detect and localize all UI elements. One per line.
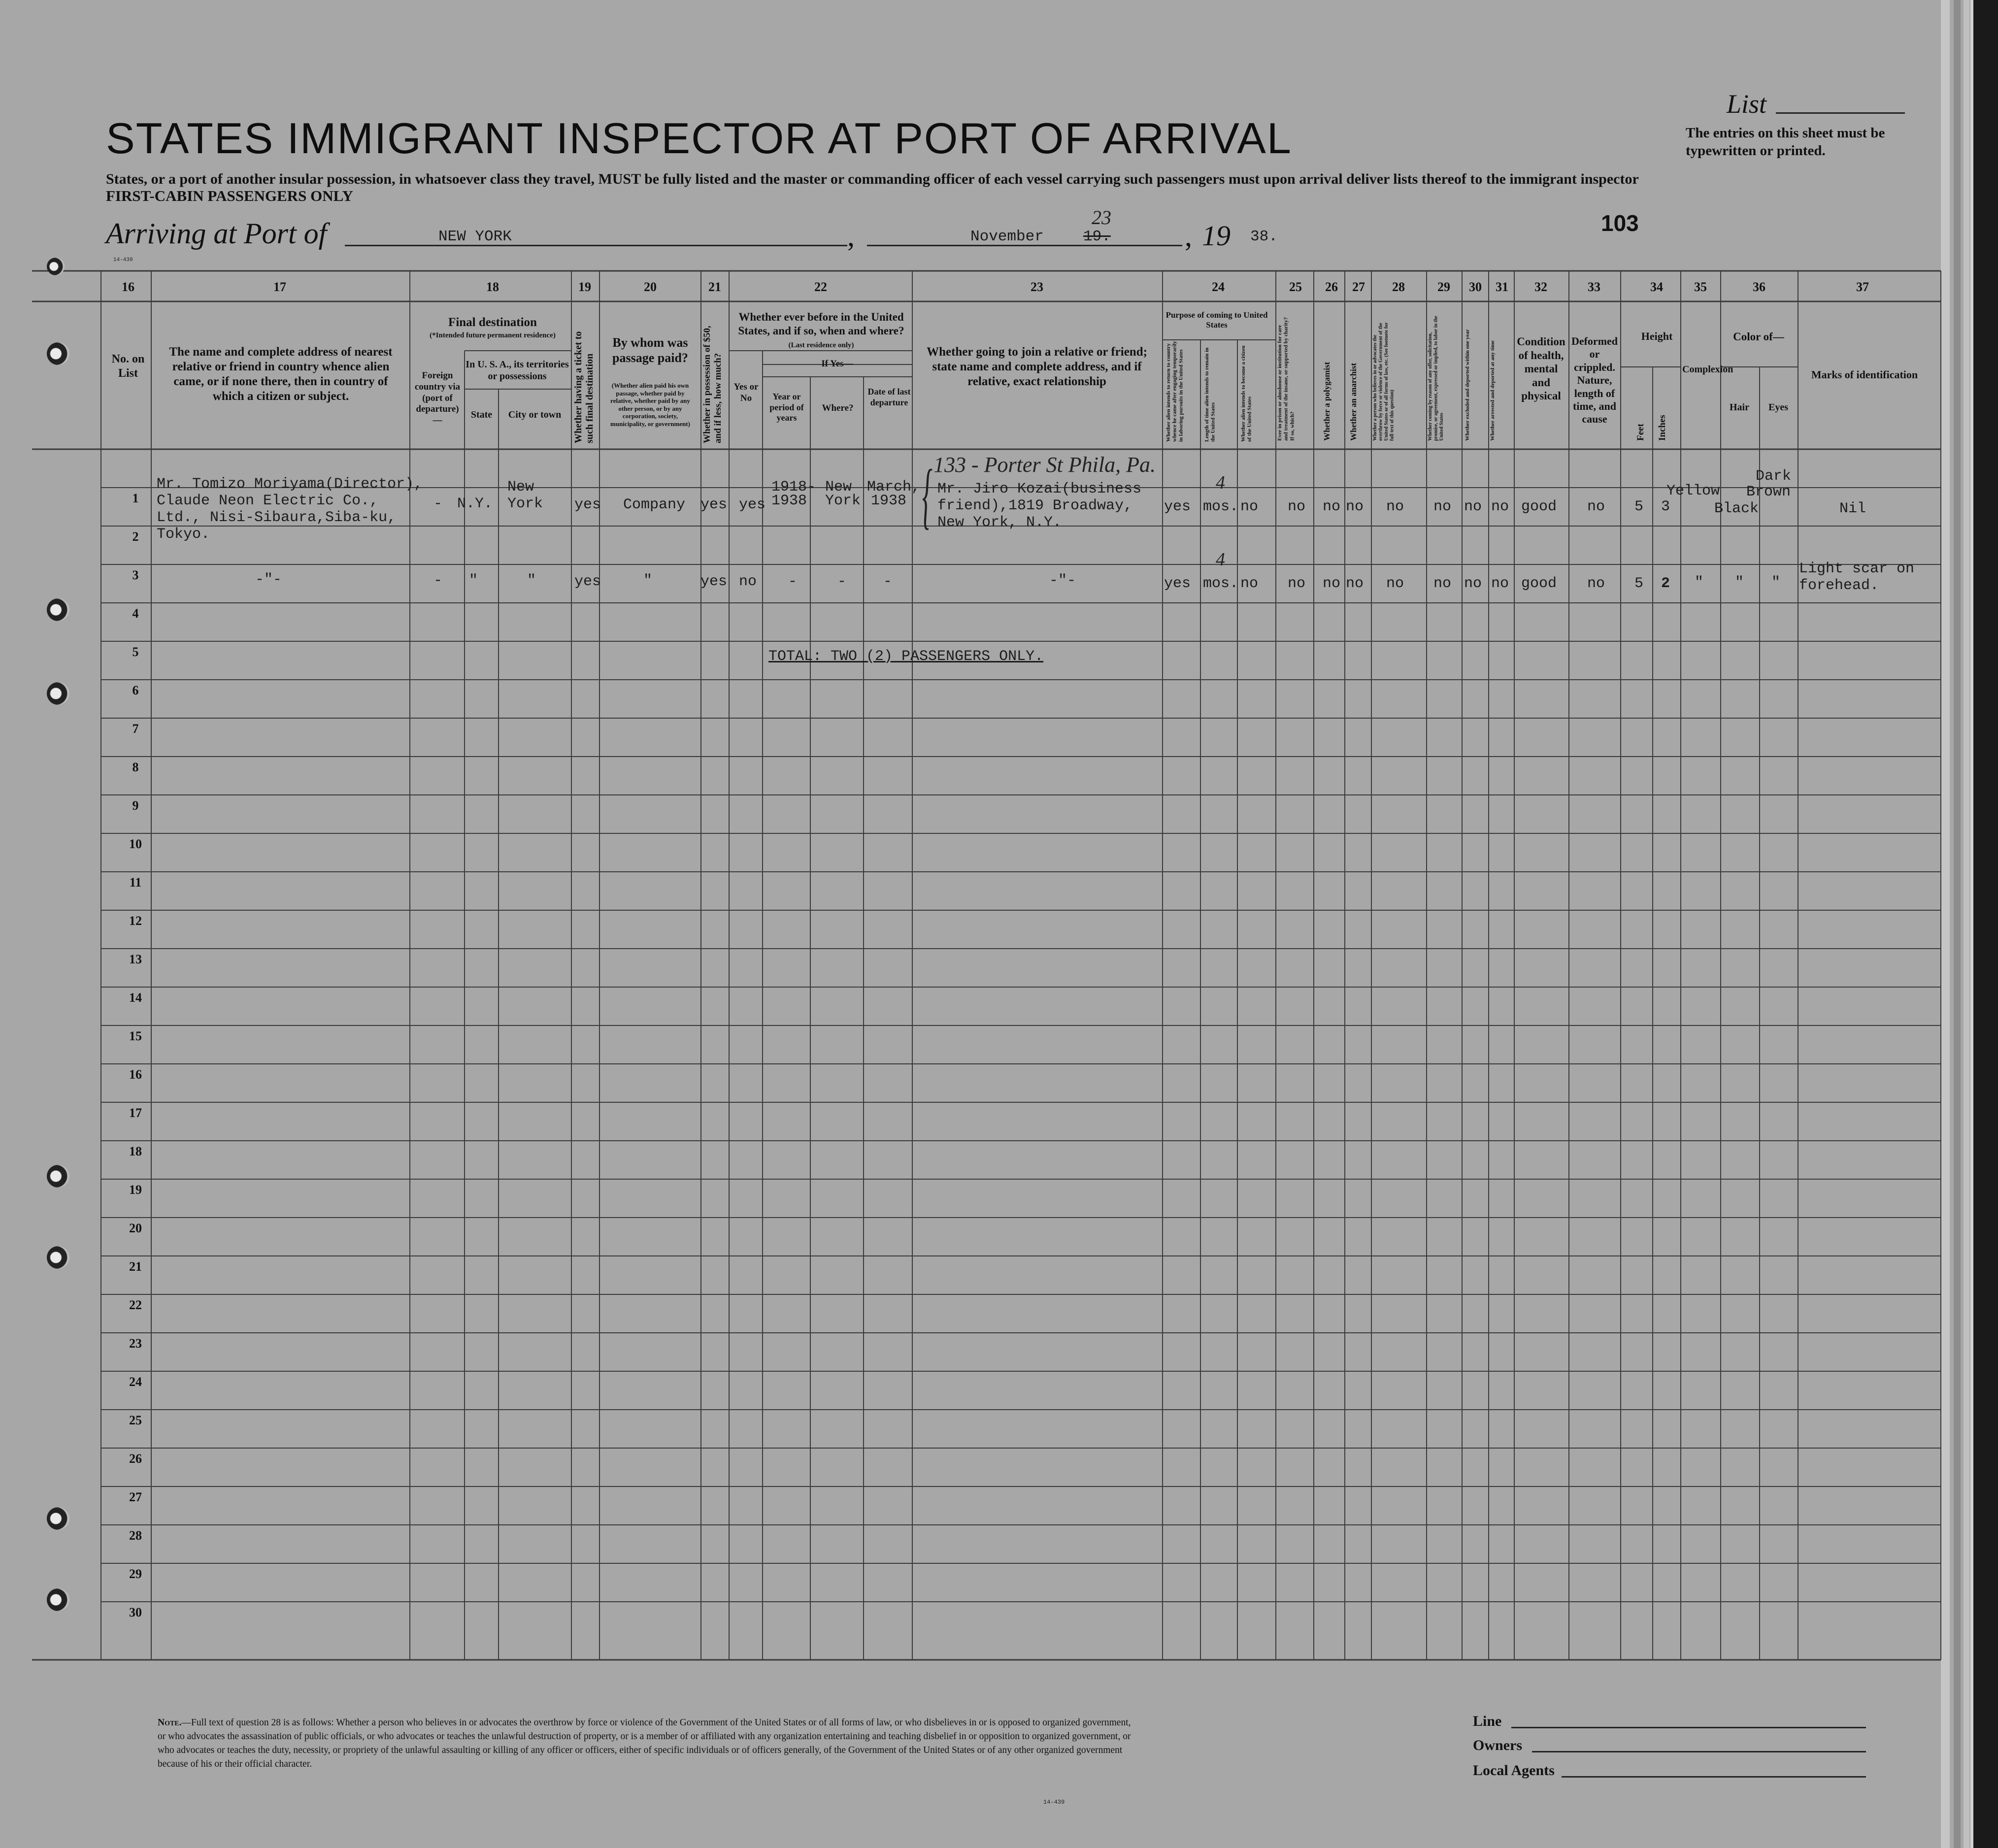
header-color-of: Color of— — [1733, 330, 1784, 343]
page-edge — [1941, 0, 1950, 1848]
footnote-question-28 — [158, 1716, 1135, 1771]
column-number: 20 — [644, 280, 657, 294]
row3-ever-before: no — [739, 573, 757, 590]
row1-foreign-country: - — [433, 495, 443, 512]
column-number: 37 — [1856, 280, 1869, 294]
row1-purpose-citizen: no — [1240, 498, 1259, 515]
header-height: Height — [1641, 330, 1673, 342]
punch-hole — [47, 1165, 69, 1188]
header-feet: Feet — [1635, 424, 1646, 441]
row1-length-unit: mos. — [1203, 498, 1239, 515]
row3-purpose-citizen: no — [1240, 575, 1259, 592]
row-number: 23 — [129, 1336, 142, 1351]
punch-hole — [47, 1246, 69, 1269]
row-number: 17 — [129, 1106, 142, 1120]
row3-foreign-country: - — [433, 572, 443, 589]
row3-excluded: no — [1464, 575, 1482, 592]
column-number: 36 — [1753, 280, 1765, 294]
form-subline: States, or a port of another insular possession, in whatsoever class they travel, MUST be fully listed and the master or commanding officer of each vessel carrying such passengers must upon arrival deliver lists thereof to the immigrant inspector — [106, 171, 1639, 187]
row-number: 1 — [132, 491, 139, 505]
row3-join: -"- — [1049, 572, 1076, 589]
header-years: Year or period of years — [769, 392, 804, 423]
row3-marks-line1: Light scar on — [1799, 561, 1915, 577]
row1-passage-paid: Company — [623, 496, 686, 513]
row-number: 3 — [132, 568, 139, 582]
row-number: 21 — [129, 1259, 142, 1274]
local-agents-label: Local Agents — [1473, 1762, 1555, 1779]
row-number: 2 — [132, 529, 139, 544]
row1-anarchist: no — [1346, 498, 1364, 515]
row3-arrested: no — [1491, 575, 1509, 592]
row1-where-line1: New — [825, 479, 852, 495]
column-number: 32 — [1534, 280, 1547, 294]
row1-handwritten-address: 133 - Porter St Phila, Pa. — [933, 453, 1156, 477]
row-number: 24 — [129, 1375, 142, 1389]
header-if-yes: If Yes— — [821, 359, 853, 369]
row1-join-line2: friend),1819 Broadway, — [937, 497, 1133, 514]
column-number: 34 — [1650, 280, 1663, 294]
day-struck: 19. — [1083, 228, 1111, 245]
column-number: 31 — [1496, 280, 1508, 294]
punch-hole — [47, 598, 69, 621]
header-health: Condition of health, mental and physical — [1517, 335, 1565, 402]
row1-purpose-return: yes — [1164, 498, 1191, 515]
row1-health: good — [1521, 498, 1557, 515]
port-line — [345, 245, 847, 246]
row-number: 20 — [129, 1221, 142, 1235]
header-no-on-list: No. on List — [111, 353, 145, 380]
row-number: 14 — [129, 990, 142, 1005]
header-in-usa: In U. S. A., its territories or possessions — [466, 359, 569, 382]
day-handwritten: 23 — [1092, 206, 1111, 229]
year-prefix: 19 — [1202, 220, 1231, 252]
row1-join-line3: New York, N.Y. — [937, 514, 1062, 531]
row3-deformed: no — [1587, 575, 1605, 592]
header-ticket: Whether having a ticket to such final destination — [573, 331, 595, 443]
header-where: Where? — [822, 403, 854, 413]
row3-marks-line2: forehead. — [1799, 577, 1879, 594]
row3-health: good — [1521, 575, 1557, 592]
column-number: 25 — [1289, 280, 1302, 294]
row3-relative: -"- — [255, 571, 282, 588]
row-number: 25 — [129, 1413, 142, 1427]
port-value: NEW YORK — [438, 228, 512, 245]
header-purpose-return: Whether alien intends to return to country whence he came after engaging temporarily in laboring pursuits in the United States — [1166, 341, 1184, 442]
row-number: 30 — [129, 1605, 142, 1619]
row1-date-line2: 1938 — [871, 493, 907, 509]
header-purpose-citizen: Whether alien intends to become a citizen of the United States — [1240, 345, 1253, 442]
footnote-text: —Full text of question 28 is as follows: Whether a person who believes in or advocates the overthrow by force or violence of the Government of the United States or of all forms of law, or who disbelieves in or is opposed to organized government, or who advocates the assassination of public officials, or who advocates or teaches the unlawful destruction of property, or is a member of or affiliated with any organization entertaining and teaching disbelief in or opposition to organized government, or who advocates or teaches the duty, necessity, or propriety of the unlawful assaulting or killing of any officer or officers, either of specific individuals or of officers generally, of the Government of the United States or of any other organized government because of his or their official character. — [158, 1717, 1131, 1769]
header-deformed: Deformed or crippled. Nature, length of time, and cause — [1571, 335, 1618, 426]
local-agents-field — [1562, 1776, 1866, 1778]
row3-overthrow: no — [1386, 575, 1404, 592]
page-edge — [1964, 0, 1969, 1848]
typewritten-note: The entries on this sheet must be typewritten or printed. — [1686, 125, 1885, 159]
total-passengers: TOTAL: TWO (2) PASSENGERS ONLY. — [768, 648, 1044, 665]
row-number: 27 — [129, 1490, 142, 1504]
header-going-to-join: Whether going to join a relative or friend; state name and complete address, and if relative, exact relationship — [927, 345, 1147, 388]
comma: , — [1185, 220, 1192, 252]
row3-length-number: 4 — [1216, 549, 1225, 570]
row1-relative-line1: Mr. Tomizo Moriyama(Director), — [157, 476, 423, 493]
row-number: 4 — [132, 606, 139, 621]
form-title: STATES IMMIGRANT INSPECTOR AT PORT OF ARRIVAL — [106, 114, 1292, 163]
header-complexion: Complexion — [1682, 364, 1733, 375]
header-state: State — [470, 409, 493, 420]
row3-passage-paid: " — [643, 572, 653, 589]
header-passage-paid: By whom was passage paid? — [612, 335, 688, 365]
column-number: 29 — [1437, 280, 1450, 294]
year-suffix: 38. — [1250, 228, 1278, 245]
row1-arrested: no — [1491, 498, 1509, 515]
punch-hole — [47, 258, 65, 275]
page-number: 103 — [1601, 210, 1639, 236]
header-date-departure: Date of last departure — [867, 387, 911, 407]
header-purpose-length: Length of time alien intends to remain in the United States — [1204, 347, 1216, 442]
header-ever-before-sub: (Last residence only) — [788, 341, 854, 349]
header-prison: Ever in prison or almshouse or institution for care and treatment of the insane, or supported by charity? If so, which? — [1277, 317, 1296, 441]
row3-feet: 5 — [1634, 575, 1644, 592]
header-overthrow: Whether a person who believes in or advocates the overthrow by force or violence of the Government of the United States or of all forms of law, etc. (See footnote for full text of this question) — [1372, 322, 1395, 441]
header-foreign-country: Foreign country via (port of departure)— — [414, 370, 461, 426]
row-number: 26 — [129, 1452, 142, 1466]
row3-polygamist: no — [1323, 575, 1341, 592]
owners-field — [1532, 1751, 1866, 1752]
header-final-destination-sub: (*Intended future permanent residence) — [430, 331, 556, 339]
header-polygamist: Whether a polygamist — [1322, 362, 1332, 441]
line-field — [1511, 1727, 1866, 1728]
header-anarchist: Whether an anarchist — [1349, 363, 1358, 441]
header-marks: Marks of identification — [1811, 368, 1918, 381]
row1-deformed: no — [1587, 498, 1605, 515]
row3-purpose-return: yes — [1164, 575, 1191, 592]
row1-complexion: Yellow — [1666, 483, 1720, 499]
row-number: 7 — [132, 722, 139, 736]
row1-years-line1: 1918- — [771, 479, 816, 495]
column-number: 30 — [1469, 280, 1482, 294]
row1-prison: no — [1288, 498, 1306, 515]
row-number: 22 — [129, 1298, 142, 1312]
cabin-class: FIRST-CABIN PASSENGERS ONLY — [106, 187, 353, 204]
punch-hole — [47, 682, 69, 705]
row3-anarchist: no — [1346, 575, 1364, 592]
column-number: 24 — [1212, 280, 1225, 294]
row-number: 19 — [129, 1183, 142, 1197]
row1-date-line1: March, — [867, 479, 921, 495]
form-code: 14-439 — [113, 257, 133, 263]
column-number: 26 — [1325, 280, 1338, 294]
footer-code: 14-439 — [1043, 1799, 1065, 1806]
header-fifty-dollars: Whether in possession of $50, and if less, how much? — [702, 326, 723, 443]
header-final-destination: Final destination — [448, 316, 537, 329]
row-number: 29 — [129, 1567, 142, 1581]
header-labor-offer: Whether coming by reason of any offer, solicitation, promise, or agreement, expressed or implied, to labor in the United States — [1428, 316, 1444, 441]
row3-complexion: " — [1695, 574, 1704, 591]
row1-state: N.Y. — [457, 495, 493, 512]
row3-city: " — [527, 572, 536, 589]
header-excluded: Whether excluded and deported within one year — [1465, 329, 1470, 441]
column-number: 23 — [1031, 280, 1043, 294]
column-number: 19 — [578, 280, 591, 294]
row3-state: " — [469, 572, 478, 589]
row1-ticket: yes — [574, 496, 601, 513]
row3-years: - — [788, 573, 798, 590]
row1-eyes-line2: Brown — [1746, 484, 1791, 500]
header-nearest-relative: The name and complete address of nearest relative or friend in country whence alien came, or if none there, then in country of which a citizen or subject. — [169, 345, 393, 403]
row-number: 28 — [129, 1528, 142, 1543]
row-number: 8 — [132, 760, 139, 774]
column-number: 35 — [1694, 280, 1707, 294]
row1-join-bracket: { — [922, 455, 932, 536]
header-eyes: Eyes — [1768, 402, 1788, 413]
row-number: 9 — [132, 798, 139, 813]
punch-hole — [47, 1507, 69, 1530]
header-arrested: Whether arrested and deported at any time — [1490, 340, 1496, 441]
row1-labor-offer: no — [1433, 498, 1452, 515]
row1-marks: Nil — [1839, 500, 1866, 517]
row1-polygamist: no — [1323, 498, 1341, 515]
owners-label: Owners — [1473, 1737, 1522, 1753]
row1-feet: 5 — [1634, 498, 1644, 515]
row-number: 16 — [129, 1067, 142, 1082]
row3-ticket: yes — [574, 573, 601, 590]
column-number: 22 — [814, 280, 827, 294]
row3-hair: " — [1735, 574, 1744, 591]
column-number: 33 — [1588, 280, 1600, 294]
column-number: 18 — [486, 280, 499, 294]
row1-fifty-dollars: yes — [700, 496, 728, 513]
row-number: 6 — [132, 683, 139, 697]
punch-hole — [47, 342, 69, 365]
column-number: 28 — [1392, 280, 1405, 294]
comma: , — [847, 220, 855, 252]
row1-relative-line2: Claude Neon Electric Co., — [157, 493, 379, 509]
arriving-label: Arriving at Port of — [106, 217, 327, 250]
line-label: Line — [1473, 1713, 1502, 1729]
row1-relative-line4: Tokyo. — [157, 526, 210, 543]
row3-where: - — [837, 573, 847, 590]
row3-date: - — [883, 573, 893, 590]
row3-prison: no — [1288, 575, 1306, 592]
header-ever-before: Whether ever before in the United States, and if so, when and where? — [738, 311, 904, 337]
column-number: 17 — [273, 280, 286, 294]
row1-join-line1: Mr. Jiro Kozai(business — [937, 481, 1142, 497]
row1-excluded: no — [1464, 498, 1482, 515]
header-passage-paid-note: (Whether alien paid his own passage, whether paid by relative, whether paid by any other person, or by any corporation, society, municipality, or government) — [610, 382, 690, 428]
row3-length-unit: mos. — [1203, 575, 1239, 592]
list-label: List — [1727, 89, 1767, 119]
row3-eyes: " — [1771, 574, 1781, 591]
row1-eyes-line1: Dark — [1756, 468, 1792, 485]
row-number: 18 — [129, 1144, 142, 1158]
header-city: City or town — [508, 409, 562, 420]
punch-hole — [47, 1588, 69, 1611]
row-number: 11 — [129, 875, 142, 890]
header-hair: Hair — [1730, 402, 1749, 413]
row3-fifty-dollars: yes — [700, 573, 728, 590]
row1-inches: 3 — [1661, 498, 1670, 515]
row1-years-line2: 1938 — [771, 493, 807, 509]
row1-hair: Black — [1714, 500, 1759, 517]
footnote-label: Note. — [158, 1717, 182, 1728]
row-number: 5 — [132, 645, 139, 659]
row-number: 15 — [129, 1029, 142, 1043]
row1-ever-before: yes — [739, 496, 766, 513]
page-edge — [1954, 0, 1961, 1848]
column-number: 16 — [122, 280, 134, 294]
row1-length-number: 4 — [1216, 472, 1225, 493]
row1-relative-line3: Ltd., Nisi-Sibaura,Siba-ku, — [157, 509, 397, 526]
header-yes-no: Yes or No — [733, 382, 759, 403]
row1-city-line2: York — [507, 495, 543, 512]
row1-city-line1: New — [507, 479, 534, 495]
month-value: November — [970, 228, 1044, 245]
row-number: 12 — [129, 914, 142, 928]
row1-where-line2: York — [825, 493, 861, 509]
row3-labor-offer: no — [1433, 575, 1452, 592]
list-line — [1776, 112, 1905, 114]
column-number: 27 — [1352, 280, 1365, 294]
row-number: 13 — [129, 952, 142, 966]
column-number: 21 — [708, 280, 721, 294]
row3-inches: 2 — [1661, 575, 1670, 592]
row1-overthrow: no — [1386, 498, 1404, 515]
header-purpose: Purpose of coming to United States — [1166, 310, 1268, 330]
row-number: 10 — [129, 837, 142, 851]
header-inches: Inches — [1657, 415, 1667, 441]
